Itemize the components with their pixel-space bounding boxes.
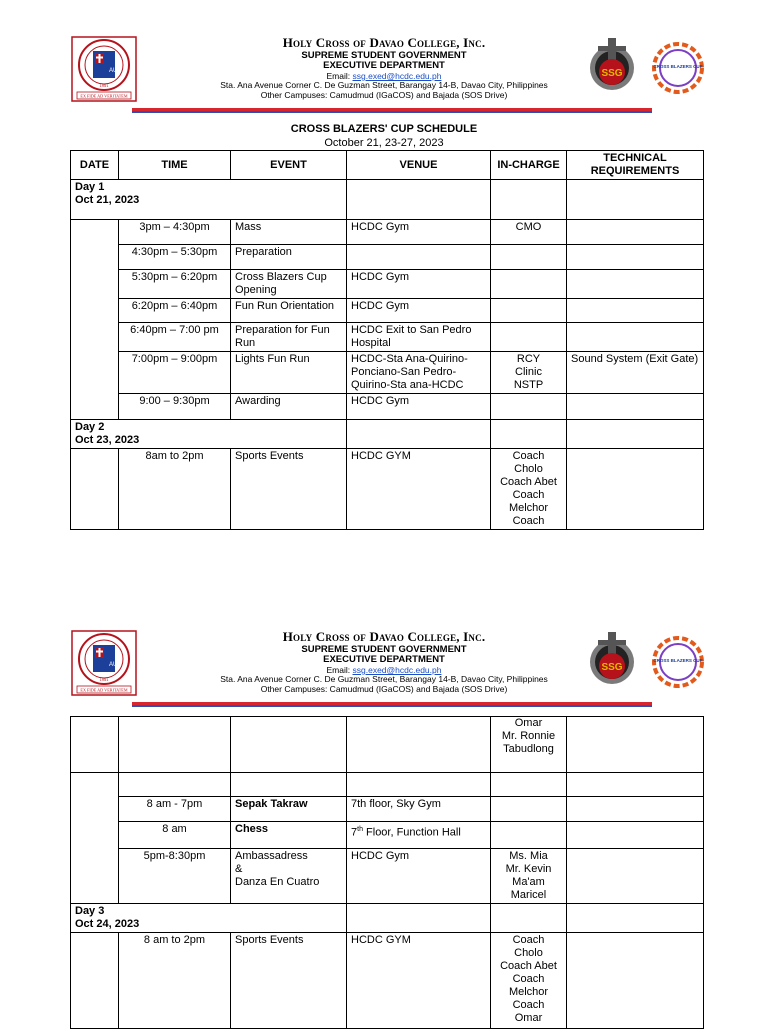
table-row: Omar Mr. Ronnie Tabudlong	[71, 717, 704, 773]
email-label: Email:	[326, 70, 353, 81]
schedule-dates: October 21, 23-27, 2023	[324, 137, 444, 149]
col-date: DATE	[71, 151, 119, 180]
campuses-line: Other Campuses: Camudmud (IGaCOS) and Bajada (SOS Drive)	[260, 683, 508, 694]
email-label: Email:	[326, 664, 353, 675]
cup-badge-text: CROSS BLAZERS CUP	[653, 658, 703, 663]
day1-row	[71, 180, 704, 220]
seal-year: 1951	[99, 83, 109, 88]
seal-initials: AU	[109, 68, 118, 74]
table-row: 4:30pm – 5:30pm Preparation	[71, 245, 704, 270]
col-tech: TECHNICAL REQUIREMENTS	[567, 151, 704, 180]
letterhead-text	[200, 630, 568, 694]
table-row: 8 am - 7pm Sepak Takraw 7th floor, Sky Gym	[71, 797, 704, 822]
letterhead-text	[200, 36, 568, 100]
table-row: 8am to 2pm Sports Events HCDC GYM Coach Cholo Coach Abet Coach Melchor Coach	[71, 449, 704, 530]
ssg-badge-text: SSG	[601, 68, 623, 79]
table-header-row	[71, 151, 704, 180]
table-row	[71, 773, 704, 797]
cup-badge-text: CROSS BLAZERS CUP	[653, 64, 703, 69]
letterhead	[0, 30, 768, 114]
day3-label: Day 3 Oct 24, 2023	[71, 904, 347, 933]
day3-row	[71, 904, 704, 933]
table-row: 8 am Chess 7th Floor, Function Hall	[71, 822, 704, 849]
col-incharge: IN-CHARGE	[491, 151, 567, 180]
email-link[interactable]: ssg.exed@hcdc.edu.ph	[352, 70, 442, 81]
table-row: 8 am to 2pm Sports Events HCDC GYM Coach Cholo Coach Abet Coach Melchor Coach Omar	[71, 933, 704, 1029]
ssg-badge-text: SSG	[601, 662, 623, 673]
org-logos-icon	[578, 38, 710, 100]
address-line: Sta. Ana Avenue Corner C. De Guzman Street, Barangay 14-B, Davao City, Philippines	[220, 80, 548, 91]
email-link[interactable]: ssg.exed@hcdc.edu.ph	[352, 664, 442, 675]
seal-motto: EX FIDE AD VERITATEM	[80, 687, 128, 693]
header-stripe-blue	[132, 705, 652, 707]
page-2	[0, 624, 768, 1024]
table-row: 7:00pm – 9:00pm Lights Fun Run HCDC-Sta Ana-Quirino-Ponciano-San Pedro-Quirino-Sta ana-HCDC RCY Clinic NSTP Sound System (Exit Gate)	[71, 352, 704, 394]
schedule-table-page1	[70, 150, 704, 530]
college-name: Holy Cross of Davao College, Inc.	[282, 35, 486, 50]
schedule-table-page2	[70, 716, 704, 1029]
day2-label: Day 2 Oct 23, 2023	[71, 420, 347, 449]
org-name: SUPREME STUDENT GOVERNMENT	[301, 49, 467, 61]
org-name: SUPREME STUDENT GOVERNMENT	[301, 643, 467, 655]
col-venue: VENUE	[347, 151, 491, 180]
col-time: TIME	[119, 151, 231, 180]
dept-name: EXECUTIVE DEPARTMENT	[323, 654, 445, 666]
table-row: 5pm-8:30pm Ambassadress & Danza En Cuatro HCDC Gym Ms. Mia Mr. Kevin Ma'am Maricel	[71, 849, 704, 904]
address-line: Sta. Ana Avenue Corner C. De Guzman Street, Barangay 14-B, Davao City, Philippines	[220, 674, 548, 685]
table-row: 3pm – 4:30pm Mass HCDC Gym CMO	[71, 220, 704, 245]
col-event: EVENT	[231, 151, 347, 180]
schedule-title: CROSS BLAZERS' CUP SCHEDULE	[290, 123, 478, 135]
college-seal-icon	[71, 36, 137, 102]
org-logos-icon	[578, 632, 710, 694]
day1-label: Day 1 Oct 21, 2023	[71, 180, 347, 220]
dept-name: EXECUTIVE DEPARTMENT	[323, 60, 445, 72]
seal-initials: AU	[109, 662, 118, 668]
campuses-line: Other Campuses: Camudmud (IGaCOS) and Bajada (SOS Drive)	[260, 89, 508, 100]
table-row: 9:00 – 9:30pm Awarding HCDC Gym	[71, 394, 704, 420]
day2-row	[71, 420, 704, 449]
table-row: 5:30pm – 6:20pm Cross Blazers Cup Opening HCDC Gym	[71, 270, 704, 299]
seal-motto: EX FIDE AD VERITATEM	[80, 93, 128, 99]
letterhead-2	[0, 624, 768, 708]
table-row: 6:40pm – 7:00 pm Preparation for Fun Run HCDC Exit to San Pedro Hospital	[71, 323, 704, 352]
header-stripe-blue	[132, 111, 652, 113]
college-name: Holy Cross of Davao College, Inc.	[282, 629, 486, 644]
table-row: 6:20pm – 6:40pm Fun Run Orientation HCDC Gym	[71, 299, 704, 323]
seal-year: 1951	[99, 677, 109, 682]
page-1	[0, 30, 768, 530]
college-seal-icon	[71, 630, 137, 696]
